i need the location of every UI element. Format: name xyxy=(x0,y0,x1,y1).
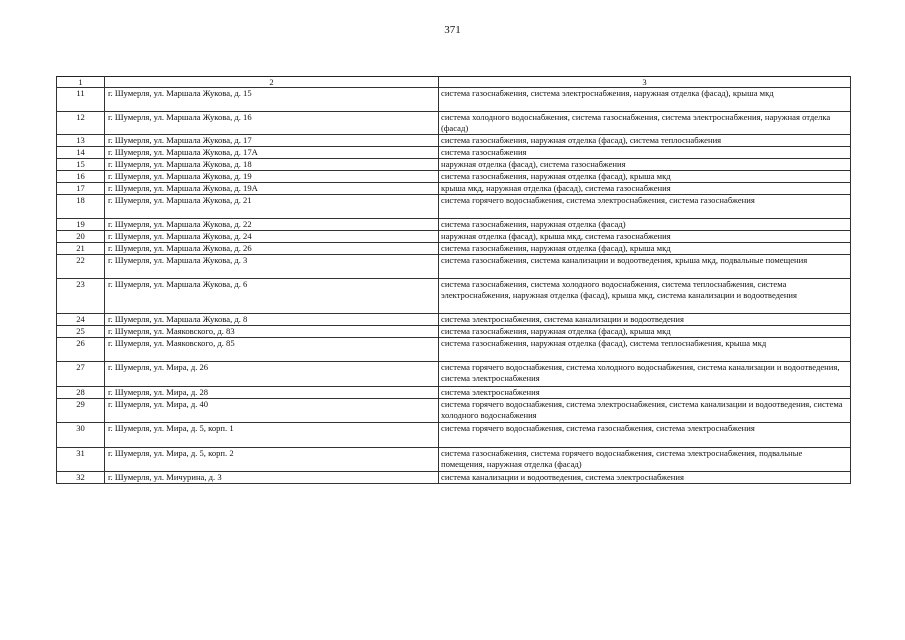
page-number: 371 xyxy=(444,24,461,36)
address-cell: г. Шумерля, ул. Мира, д. 5, корп. 2 xyxy=(105,448,439,472)
address-cell: г. Шумерля, ул. Мира, д. 28 xyxy=(105,387,439,399)
table-row xyxy=(57,171,851,183)
table-row xyxy=(57,314,851,326)
address-cell: г. Шумерля, ул. Маршала Жукова, д. 8 xyxy=(105,314,439,326)
address-cell: г. Шумерля, ул. Мира, д. 5, корп. 1 xyxy=(105,423,439,448)
table-row xyxy=(57,243,851,255)
systems-cell: система газоснабжения, наружная отделка (фасад), система теплоснабжения xyxy=(439,135,851,147)
address-cell: г. Шумерля, ул. Маяковского, д. 85 xyxy=(105,338,439,362)
systems-cell: система газоснабжения, система электроснабжения, наружная отделка (фасад), крыша мкд xyxy=(439,88,851,112)
table-row xyxy=(57,147,851,159)
address-cell: г. Шумерля, ул. Маршала Жукова, д. 19 xyxy=(105,171,439,183)
systems-cell: система газоснабжения, система канализации и водоотведения, крыша мкд, подвальные помещения xyxy=(439,255,851,279)
systems-cell: крыша мкд, наружная отделка (фасад), система газоснабжения xyxy=(439,183,851,195)
row-number-cell: 14 xyxy=(57,147,105,159)
table-row xyxy=(57,423,851,448)
buildings-table xyxy=(56,76,851,484)
systems-cell: наружная отделка (фасад), система газоснабжения xyxy=(439,159,851,171)
row-number-cell: 17 xyxy=(57,183,105,195)
systems-cell: система газоснабжения, система горячего водоснабжения, система электроснабжения, подвальные помещения, наружная отделка (фасад) xyxy=(439,448,851,472)
row-number-cell: 24 xyxy=(57,314,105,326)
table-row xyxy=(57,195,851,219)
table-row xyxy=(57,219,851,231)
column-header-number: 1 xyxy=(57,77,105,88)
row-number-cell: 31 xyxy=(57,448,105,472)
table-row xyxy=(57,448,851,472)
address-cell: г. Шумерля, ул. Маршала Жукова, д. 17 xyxy=(105,135,439,147)
row-number-cell: 28 xyxy=(57,387,105,399)
row-number-cell: 26 xyxy=(57,338,105,362)
row-number-cell: 19 xyxy=(57,219,105,231)
systems-cell: наружная отделка (фасад), крыша мкд, система газоснабжения xyxy=(439,231,851,243)
row-number-cell: 15 xyxy=(57,159,105,171)
row-number-cell: 13 xyxy=(57,135,105,147)
row-number-cell: 32 xyxy=(57,472,105,484)
row-number-cell: 11 xyxy=(57,88,105,112)
address-cell: г. Шумерля, ул. Мира, д. 40 xyxy=(105,399,439,423)
column-header-address: 2 xyxy=(105,77,439,88)
table-row xyxy=(57,183,851,195)
systems-cell: система газоснабжения xyxy=(439,147,851,159)
table-row xyxy=(57,88,851,112)
address-cell: г. Шумерля, ул. Маршала Жукова, д. 21 xyxy=(105,195,439,219)
systems-cell: система электроснабжения, система канализации и водоотведения xyxy=(439,314,851,326)
systems-cell: система газоснабжения, система холодного водоснабжения, система теплоснабжения, система электроснабжения, наружная отделка (фасад), крыша мкд, система канализации и водоотведения xyxy=(439,279,851,314)
address-cell: г. Шумерля, ул. Мичурина, д. 3 xyxy=(105,472,439,484)
systems-cell: система горячего водоснабжения, система холодного водоснабжения, система канализации и водоотведения, система электроснабжения xyxy=(439,362,851,387)
address-cell: г. Шумерля, ул. Маяковского, д. 83 xyxy=(105,326,439,338)
table-row xyxy=(57,255,851,279)
systems-cell: система холодного водоснабжения, система газоснабжения, система электроснабжения, наружная отделка (фасад) xyxy=(439,112,851,135)
systems-cell: система канализации и водоотведения, система электроснабжения xyxy=(439,472,851,484)
systems-cell: система газоснабжения, наружная отделка (фасад), крыша мкд xyxy=(439,171,851,183)
address-cell: г. Шумерля, ул. Маршала Жукова, д. 6 xyxy=(105,279,439,314)
table-row xyxy=(57,159,851,171)
row-number-cell: 16 xyxy=(57,171,105,183)
row-number-cell: 27 xyxy=(57,362,105,387)
address-cell: г. Шумерля, ул. Маршала Жукова, д. 24 xyxy=(105,231,439,243)
address-cell: г. Шумерля, ул. Маршала Жукова, д. 26 xyxy=(105,243,439,255)
table-row xyxy=(57,472,851,484)
systems-cell: система газоснабжения, наружная отделка (фасад), крыша мкд xyxy=(439,243,851,255)
table-row xyxy=(57,338,851,362)
row-number-cell: 18 xyxy=(57,195,105,219)
systems-cell: система горячего водоснабжения, система электроснабжения, система газоснабжения xyxy=(439,195,851,219)
table-row xyxy=(57,135,851,147)
row-number-cell: 20 xyxy=(57,231,105,243)
row-number-cell: 12 xyxy=(57,112,105,135)
systems-cell: система электроснабжения xyxy=(439,387,851,399)
address-cell: г. Шумерля, ул. Маршала Жукова, д. 19А xyxy=(105,183,439,195)
systems-cell: система газоснабжения, наружная отделка (фасад), крыша мкд xyxy=(439,326,851,338)
address-cell: г. Шумерля, ул. Маршала Жукова, д. 3 xyxy=(105,255,439,279)
table-row xyxy=(57,112,851,135)
table-row xyxy=(57,231,851,243)
address-cell: г. Шумерля, ул. Маршала Жукова, д. 17А xyxy=(105,147,439,159)
systems-cell: система горячего водоснабжения, система газоснабжения, система электроснабжения xyxy=(439,423,851,448)
table-row xyxy=(57,326,851,338)
address-cell: г. Шумерля, ул. Маршала Жукова, д. 16 xyxy=(105,112,439,135)
systems-cell: система газоснабжения, наружная отделка (фасад) xyxy=(439,219,851,231)
row-number-cell: 25 xyxy=(57,326,105,338)
row-number-cell: 21 xyxy=(57,243,105,255)
address-cell: г. Шумерля, ул. Маршала Жукова, д. 22 xyxy=(105,219,439,231)
table-body xyxy=(57,77,851,484)
row-number-cell: 29 xyxy=(57,399,105,423)
table-row xyxy=(57,399,851,423)
table-header-row xyxy=(57,77,851,88)
column-header-systems: 3 xyxy=(439,77,851,88)
table-row xyxy=(57,279,851,314)
systems-cell: система газоснабжения, наружная отделка (фасад), система теплоснабжения, крыша мкд xyxy=(439,338,851,362)
row-number-cell: 23 xyxy=(57,279,105,314)
row-number-cell: 22 xyxy=(57,255,105,279)
row-number-cell: 30 xyxy=(57,423,105,448)
systems-cell: система горячего водоснабжения, система электроснабжения, система канализации и водоотведения, система холодного водоснабжения xyxy=(439,399,851,423)
address-cell: г. Шумерля, ул. Маршала Жукова, д. 18 xyxy=(105,159,439,171)
table-row xyxy=(57,362,851,387)
table-row xyxy=(57,387,851,399)
address-cell: г. Шумерля, ул. Маршала Жукова, д. 15 xyxy=(105,88,439,112)
address-cell: г. Шумерля, ул. Мира, д. 26 xyxy=(105,362,439,387)
